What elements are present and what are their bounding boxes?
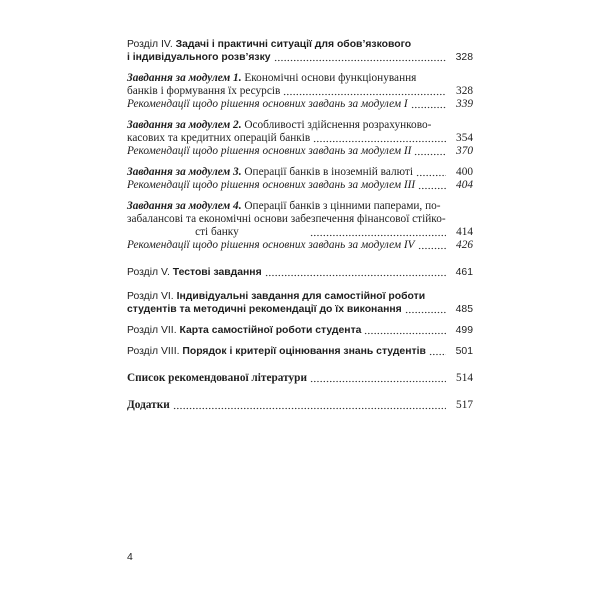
rec-2-text: Рекомендації щодо рішення основних завдань за модулем II — [127, 145, 412, 157]
toc-entry-module-4 — [127, 200, 473, 213]
module-2-text-line1: Особливості здійснення розрахунково- — [244, 119, 432, 131]
dot-leader — [283, 85, 446, 98]
toc-entry-rec-4 — [127, 239, 473, 252]
dot-leader — [411, 98, 446, 111]
section-4-title-line2: і індивідуального розв’язку — [127, 52, 271, 63]
dot-leader — [310, 226, 446, 239]
module-4-text-line1: Операції банків з цінними паперами, по- — [244, 200, 441, 212]
module-3-text-line1: Операції банків в іноземній валюті — [244, 166, 413, 178]
module-4-text-line2: забалансові та економічні основи забезпечення фінансової стійко- — [127, 213, 446, 225]
dot-leader — [429, 345, 446, 358]
dot-leader — [364, 324, 446, 337]
section-5-title: Тестові завдання — [172, 267, 262, 278]
toc-entry-module-3 — [127, 166, 473, 179]
module-1-label: Завдання за модулем 1. — [127, 72, 242, 84]
toc-entry-module-2-cont — [127, 132, 473, 145]
section-5-page: 461 — [455, 267, 473, 278]
module-2-page: 354 — [456, 132, 473, 144]
dot-leader — [313, 132, 446, 145]
module-4-text-line3: сті банку — [195, 226, 239, 238]
section-4-title-line1: Задачі і практичні ситуації для обов’язкового — [175, 39, 412, 50]
rec-4-text: Рекомендації щодо рішення основних завдань за модулем IV — [127, 239, 415, 251]
section-6-title-line2: студентів та методичні рекомендації до їх виконання — [127, 304, 402, 315]
module-1-text-line2: банків і формування їх ресурсів — [127, 85, 281, 97]
toc-entry-rec-1 — [127, 98, 473, 111]
module-4-page: 414 — [456, 226, 474, 238]
section-7-prefix: Розділ VII. — [127, 325, 177, 336]
section-8-page: 501 — [455, 346, 473, 357]
dot-leader — [173, 399, 446, 412]
appendix-page: 517 — [456, 399, 473, 411]
rec-1-text: Рекомендації щодо рішення основних завдань за модулем I — [127, 98, 408, 110]
toc-entry-section-5 — [127, 266, 473, 279]
module-3-page: 400 — [456, 166, 473, 178]
dot-leader — [405, 303, 446, 316]
section-6-prefix: Розділ VI. — [127, 291, 174, 302]
toc-entry-module-4-cont — [127, 213, 473, 226]
dot-leader — [310, 372, 446, 385]
toc-entry-module-1-cont — [127, 85, 473, 98]
section-6-page: 485 — [455, 304, 473, 315]
toc-entry-section-7 — [127, 324, 473, 337]
module-3-label: Завдання за модулем 3. — [127, 166, 242, 178]
rec-1-page: 339 — [456, 98, 473, 110]
page-number: 4 — [127, 552, 133, 563]
section-8-title: Порядок і критерії оцінювання знань студентів — [182, 346, 426, 357]
module-2-label: Завдання за модулем 2. — [127, 119, 242, 131]
section-7-title: Карта самостійної роботи студента — [179, 325, 362, 336]
toc-entry-module-4-cont2 — [127, 226, 473, 239]
toc-entry-module-2 — [127, 119, 473, 132]
dot-leader — [418, 239, 446, 252]
rec-2-page: 370 — [456, 145, 473, 157]
dot-leader — [416, 166, 446, 179]
section-5-prefix: Розділ V. — [127, 267, 170, 278]
toc-entry-literature — [127, 372, 473, 385]
toc-entry-section-8 — [127, 345, 473, 358]
section-4-prefix: Розділ IV. — [127, 39, 173, 50]
dot-leader — [418, 179, 446, 192]
toc-entry-section-4-cont — [127, 51, 473, 64]
toc-entry-section-4 — [127, 38, 473, 51]
toc-entry-section-6-cont — [127, 303, 473, 316]
dot-leader — [274, 51, 446, 64]
section-7-page: 499 — [455, 325, 473, 336]
toc-entry-rec-3 — [127, 179, 473, 192]
module-1-text-line1: Економічні основи функціонування — [244, 72, 417, 84]
section-6-title-line1: Індивідуальні завдання для самостійної роботи — [176, 291, 426, 302]
table-of-contents — [127, 38, 473, 412]
dot-leader — [414, 145, 446, 158]
rec-3-page: 404 — [456, 179, 473, 191]
literature-title: Список рекомендованої літератури — [127, 372, 307, 384]
rec-3-text: Рекомендації щодо рішення основних завдань за модулем III — [127, 179, 416, 191]
toc-entry-module-1 — [127, 72, 473, 85]
section-8-prefix: Розділ VIII. — [127, 346, 180, 357]
module-4-label: Завдання за модулем 4. — [127, 200, 242, 212]
section-4-page: 328 — [455, 52, 473, 63]
dot-leader — [265, 266, 446, 279]
rec-4-page: 426 — [456, 239, 473, 251]
module-1-page: 328 — [456, 85, 473, 97]
toc-entry-appendix — [127, 399, 473, 412]
module-2-text-line2: касових та кредитних операцій банків — [127, 132, 311, 144]
appendix-title: Додатки — [127, 399, 170, 411]
toc-entry-rec-2 — [127, 145, 473, 158]
toc-entry-section-6 — [127, 290, 473, 303]
literature-page: 514 — [456, 372, 473, 384]
